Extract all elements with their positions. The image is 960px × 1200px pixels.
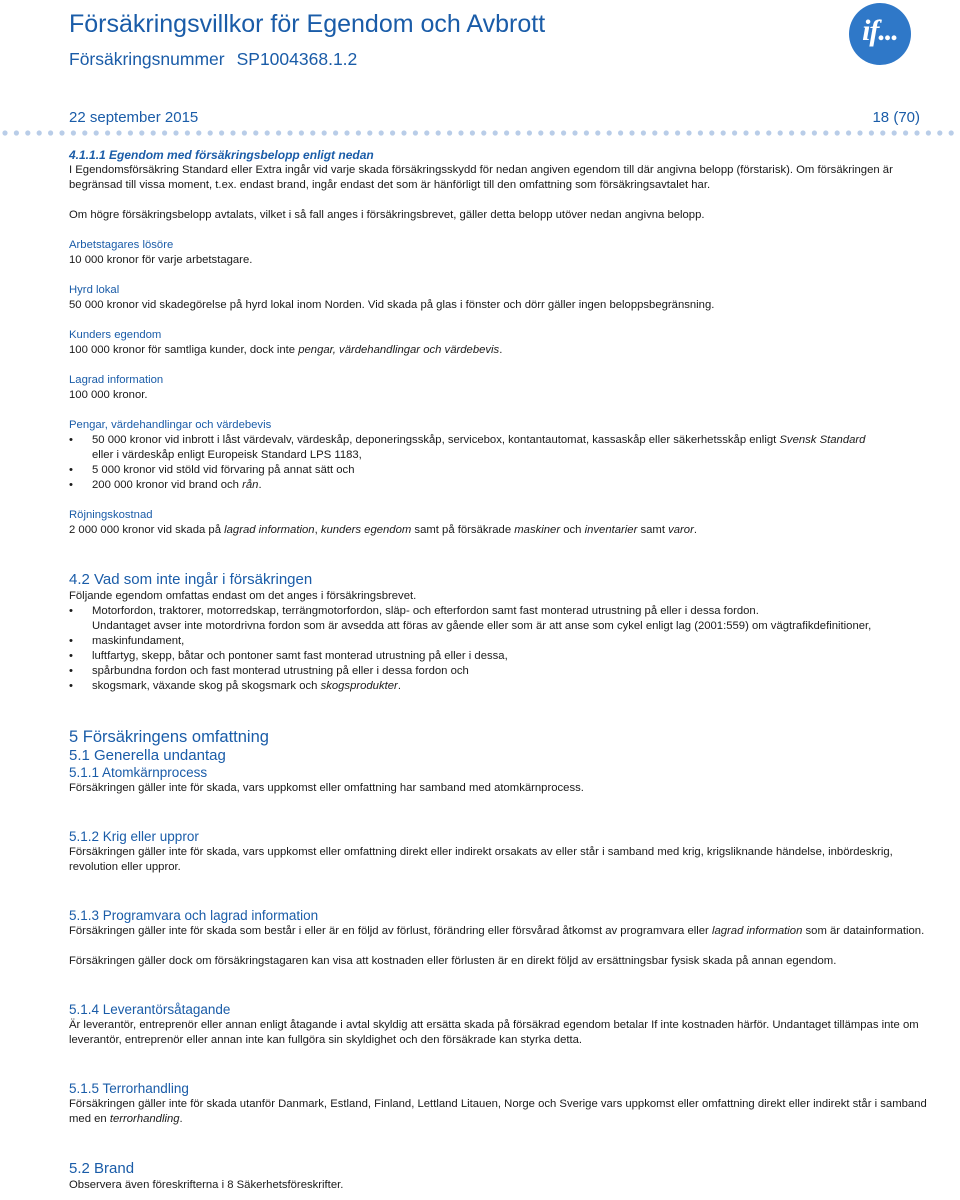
section-5-1-5-text — [69, 1097, 929, 1127]
list-item-continuation: Undantaget avser inte motordrivna fordon som är avsedda att föras av gående eller som är att anse som cykel enligt lag (2001:559) om vägtrafikdefinitioner, — [92, 620, 872, 632]
clearing-part: , — [314, 524, 321, 536]
customer-text-part: 100 000 kronor för samtliga kunder, dock inte — [69, 344, 299, 356]
section-4-1-1-1-heading: 4.1.1.1 Egendom med försäkringsbelopp enligt nedan — [69, 148, 374, 162]
section-5-1-4-heading: 5.1.4 Leverantörsåtagande — [69, 1002, 231, 1017]
list-item — [69, 679, 929, 694]
if-logo — [849, 3, 911, 65]
section-5-1-3-text-2: Försäkringen gäller dock om försäkringstagaren kan visa att kostnaden eller förlusten är en direkt följd av ersättningsbar fysisk skada på annan egendom. — [69, 955, 837, 967]
document-title: Försäkringsvillkor för Egendom och Avbrott — [69, 10, 546, 38]
section-4-1-1-1-intro: I Egendomsförsäkring Standard eller Extra ingår vid varje skada försäkringsskydd för nedan angiven egendom till där angivna belopp (förstarisk). Om försäkringen är begränsad till vissa moment, t.ex. endast brand, ingår endast det som är hänförligt till den omfattning som försäkringsavtalet har. — [69, 164, 893, 191]
list-item-end: . — [397, 680, 401, 692]
clearing-part: och — [560, 524, 585, 536]
section-4-2-heading: 4.2 Vad som inte ingår i försäkringen — [69, 571, 313, 588]
customer-text-emphasis: pengar, värdehandlingar och värdebevis — [298, 344, 500, 356]
clearing-emphasis: maskiner — [514, 524, 561, 536]
section-5-1-5-heading: 5.1.5 Terrorhandling — [69, 1081, 189, 1096]
page-content — [69, 147, 929, 1193]
section-5-1-5-emphasis: terrorhandling — [109, 1113, 180, 1125]
if-logo-text: if... — [862, 14, 898, 47]
workers-label: Arbetstagares lösöre — [69, 239, 174, 251]
clearing-part: samt på försäkrade — [411, 524, 515, 536]
list-item: • spårbundna fordon och fast monterad utrustning på eller i dessa fordon och — [69, 664, 929, 679]
clearing-emphasis: varor — [668, 524, 694, 536]
list-item: • luftfartyg, skepp, båtar och pontoner samt fast monterad utrustning på eller i dessa, — [69, 649, 929, 664]
clearing-emphasis: kunders egendom — [320, 524, 412, 536]
list-item-text: 50 000 kronor vid inbrott i låst värdevalv, värdeskåp, deponeringsskåp, servicebox, kontantautomat, kassaskåp eller säkerhetsskåp enligt — [92, 434, 780, 446]
list-item-emphasis: skogsprodukter — [320, 680, 398, 692]
list-item — [69, 433, 929, 448]
clearing-label: Röjningskostnad — [69, 509, 153, 521]
dotted-divider — [0, 128, 960, 138]
stored-text: 100 000 kronor. — [69, 389, 148, 401]
customer-text — [69, 343, 929, 358]
section-5-1-3-emphasis: lagrad information — [711, 925, 803, 937]
list-item-emphasis: rån — [242, 479, 259, 491]
section-5-1-1-text: Försäkringen gäller inte för skada, vars uppkomst eller omfattning har samband med atomkärnprocess. — [69, 782, 584, 794]
policy-label: Försäkringsnummer — [69, 49, 225, 69]
rented-text: 50 000 kronor vid skadegörelse på hyrd lokal inom Norden. Vid skada på glas i fönster och dörr gäller ingen beloppsbegränsning. — [69, 299, 715, 311]
section-5-1-3-text — [69, 924, 929, 939]
section-5-1-3-part: Försäkringen gäller inte för skada som består i eller är en följd av förlust, förändring eller försvårad åtkomst av programvara eller — [69, 925, 712, 937]
excluded-list — [69, 604, 929, 694]
policy-number: SP1004368.1.2 — [236, 49, 358, 69]
section-5-1-1-heading: 5.1.1 Atomkärnprocess — [69, 765, 208, 780]
list-item: • maskinfundament, — [69, 634, 929, 649]
money-list — [69, 433, 929, 493]
customer-text-end: . — [499, 344, 503, 356]
customer-label: Kunders egendom — [69, 329, 162, 341]
section-5-1-5-part: Försäkringen gäller inte för skada utanför Danmark, Estland, Finland, Lettland Litauen, Norge och Sverige vars uppkomst eller omfattning direkt eller indirekt står i samband med en — [69, 1098, 927, 1125]
rented-label: Hyrd lokal — [69, 284, 120, 296]
section-5-2-text: Observera även föreskrifterna i 8 Säkerhetsföreskrifter. — [69, 1179, 344, 1191]
list-item: • 5 000 kronor vid stöld vid förvaring på annat sätt och — [69, 463, 929, 478]
money-label: Pengar, värdehandlingar och värdebevis — [69, 419, 272, 431]
list-item — [69, 478, 929, 493]
clearing-part: samt — [637, 524, 669, 536]
stored-label: Lagrad information — [69, 374, 164, 386]
section-5-1-3-heading: 5.1.3 Programvara och lagrad information — [69, 908, 319, 923]
clearing-part: 2 000 000 kronor vid skada på — [69, 524, 225, 536]
section-5-1-2-text: Försäkringen gäller inte för skada, vars uppkomst eller omfattning direkt eller indirekt orsakats av eller står i samband med krig, krigsliknande händelse, inbördeskrig, revolution eller uppror. — [69, 846, 893, 873]
clearing-emphasis: inventarier — [584, 524, 638, 536]
list-item-text: skogsmark, växande skog på skogsmark och — [92, 680, 321, 692]
clearing-emphasis: lagrad information — [224, 524, 315, 536]
document-date: 22 september 2015 — [69, 109, 199, 126]
list-item-continuation: eller i värdeskåp enligt Europeisk Standard LPS 1183, — [92, 449, 362, 461]
section-5-1-heading: 5.1 Generella undantag — [69, 747, 226, 764]
clearing-part: . — [693, 524, 697, 536]
clearing-text — [69, 523, 929, 538]
section-5-1-4-text: Är leverantör, entreprenör eller annan enligt åtagande i avtal skyldig att ersätta skada på försäkrad egendom betalar If inte kostnaden härför. Undantaget tillämpas inte om leverantör, entreprenör eller annan inte kan fullgöra sin skyldighet och den försäkrade kan styrka detta. — [69, 1019, 919, 1046]
list-item: • Motorfordon, traktorer, motorredskap, terrängmotorfordon, släp- och efterfordon samt fast monterad utrustning på eller i dessa fordon. — [69, 604, 929, 619]
list-item-text: 200 000 kronor vid brand och — [92, 479, 243, 491]
list-item-end: . — [258, 479, 262, 491]
workers-text: 10 000 kronor för varje arbetstagare. — [69, 254, 253, 266]
section-5-2-heading: 5.2 Brand — [69, 1160, 135, 1177]
section-5-1-2-heading: 5.1.2 Krig eller uppror — [69, 829, 199, 844]
section-4-2-intro: Följande egendom omfattas endast om det anges i försäkringsbrevet. — [69, 590, 417, 602]
higher-amount-text: Om högre försäkringsbelopp avtalats, vilket i så fall anges i försäkringsbrevet, gäller detta belopp utöver nedan angivna belopp. — [69, 209, 705, 221]
section-5-1-3-end: som är datainformation. — [802, 925, 925, 937]
list-item-emphasis: Svensk Standard — [779, 434, 866, 446]
page-number: 18 (70) — [872, 109, 920, 126]
section-5-1-5-end: . — [179, 1113, 183, 1125]
section-5-heading: 5 Försäkringens omfattning — [69, 728, 269, 746]
policy-line — [69, 49, 357, 70]
